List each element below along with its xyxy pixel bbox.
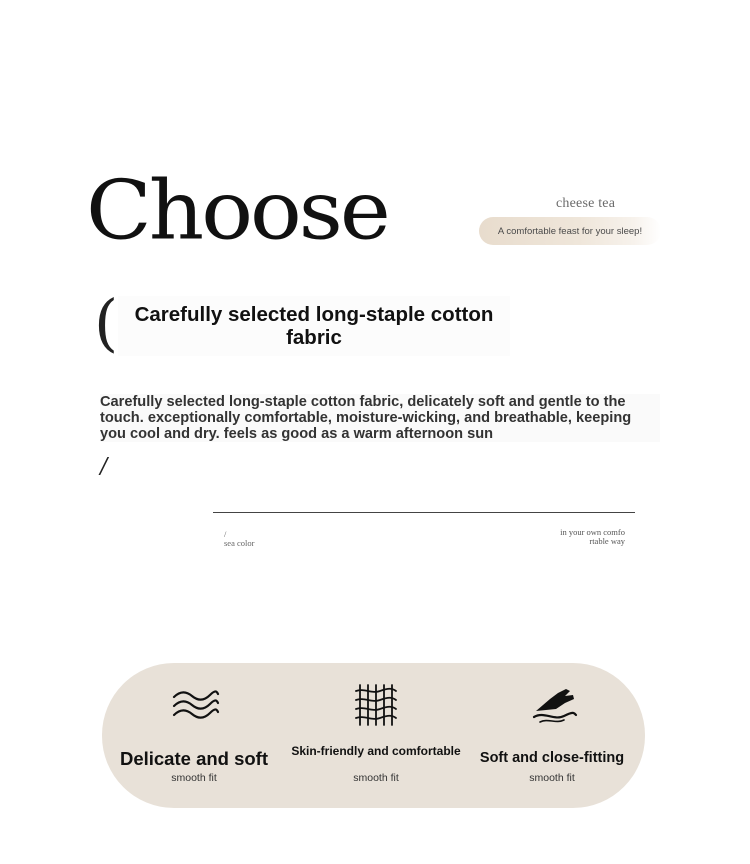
decorative-slash: /: [97, 454, 110, 479]
caption-right: [540, 528, 625, 546]
caption-left: [224, 530, 254, 548]
feature-subtitle: smooth fit: [171, 772, 217, 784]
feature-title: Delicate and soft: [119, 748, 269, 769]
caption-left-mark: /: [224, 529, 227, 539]
choose-title: Choose: [86, 163, 388, 259]
features-panel: [102, 663, 645, 808]
hand-caress-icon: [532, 687, 578, 725]
feature-subtitle: smooth fit: [353, 772, 399, 784]
feature-title: Skin-friendly and comfortable: [291, 744, 461, 758]
brand-name: cheese tea: [556, 196, 616, 211]
feature-title: Soft and close-fitting: [479, 750, 625, 766]
body-paragraph: Carefully selected long-staple cotton fabric, delicately soft and gentle to the touch. exceptionally comfortable, moisture-wicking, and breathable, keeping you cool and dry. feels as good as a warm afternoon sun: [100, 394, 660, 442]
caption-right-line1: in your own comfo: [560, 527, 625, 537]
tagline-pill: [479, 217, 661, 245]
waves-icon: [171, 690, 221, 724]
tagline-text: A comfortable feast for your sleep!: [497, 225, 643, 237]
divider-line: [213, 512, 635, 513]
caption-right-line2: rtable way: [589, 536, 625, 546]
feature-subtitle: smooth fit: [529, 772, 575, 784]
decorative-parenthesis: (: [94, 286, 119, 359]
caption-left-text: sea color: [224, 538, 255, 548]
fabric-weave-icon: [354, 683, 398, 727]
section-heading: Carefully selected long-staple cotton fabric: [118, 296, 510, 356]
